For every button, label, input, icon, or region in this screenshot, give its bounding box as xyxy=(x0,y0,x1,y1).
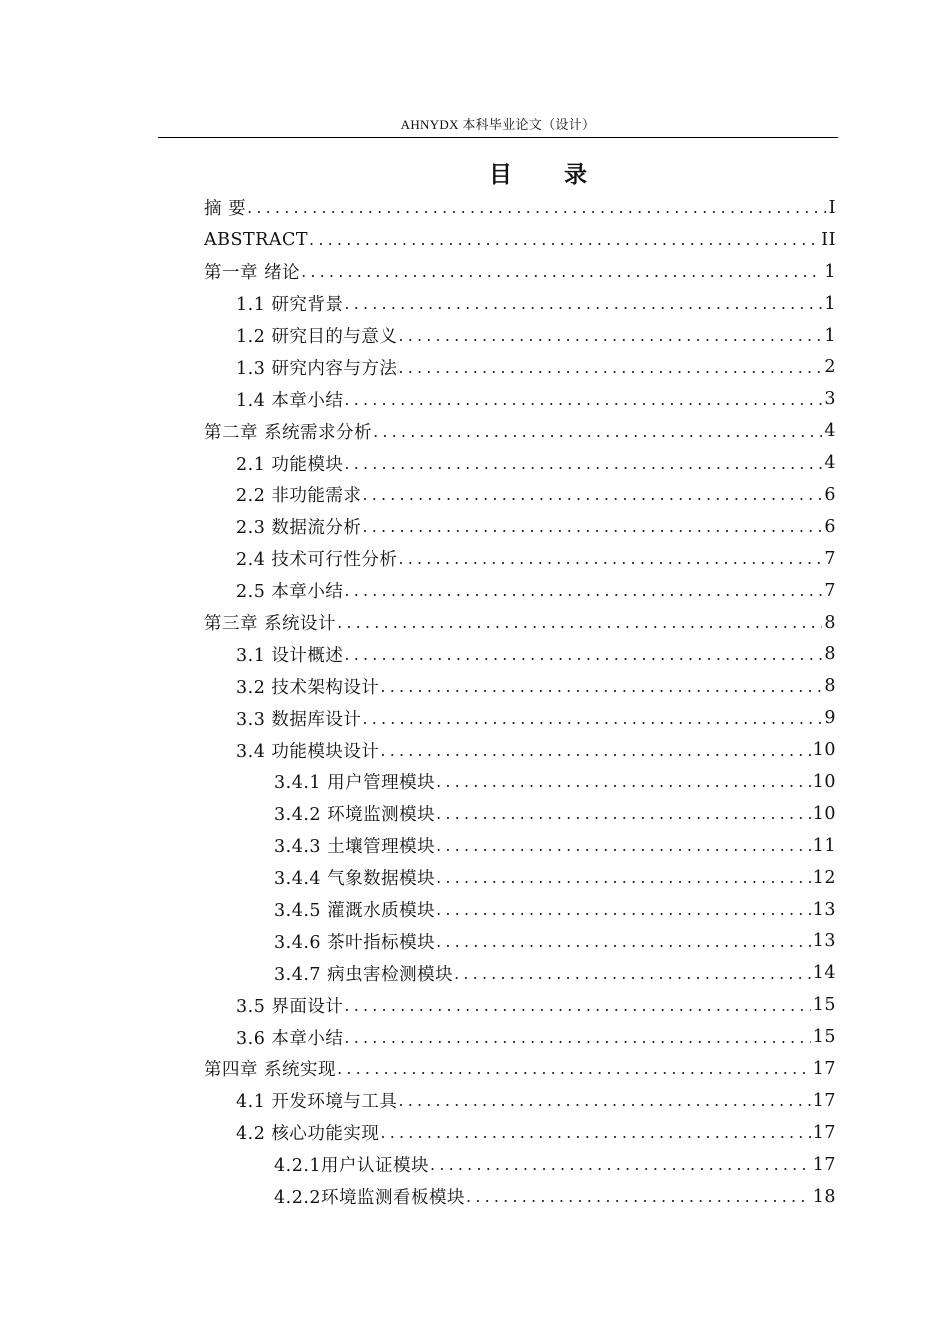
toc-entry[interactable] xyxy=(0,830,836,862)
toc-entry-page-number: 9 xyxy=(824,708,836,729)
toc-entry-title: 3.4 功能模块设计 xyxy=(236,741,380,762)
running-header: AHNYDX 本科毕业论文（设计） xyxy=(400,117,596,132)
toc-entry-page-number: 17 xyxy=(812,1090,836,1111)
toc-dot-leader xyxy=(247,198,827,217)
toc-entry-title: 3.4.1 用户管理模块 xyxy=(274,773,436,794)
toc-entry-title: 4.2.2环境监测看板模块 xyxy=(274,1188,466,1209)
toc-entry-page-number: 8 xyxy=(824,612,836,633)
toc-dot-leader xyxy=(436,868,811,887)
toc-entry[interactable] xyxy=(0,1053,836,1085)
toc-entry-title: 3.4.2 环境监测模块 xyxy=(274,805,436,826)
toc-entry-page-number: 7 xyxy=(824,580,836,601)
toc-dot-leader xyxy=(344,581,822,600)
toc-entry[interactable] xyxy=(0,957,836,989)
toc-entry-page-number: 10 xyxy=(812,740,836,761)
toc-entry-page-number: 15 xyxy=(812,995,836,1016)
toc-title: 目 录 xyxy=(488,162,609,188)
toc-dot-leader xyxy=(436,804,811,823)
toc-entry-page-number: II xyxy=(821,229,836,250)
toc-entry-title: 2.1 功能模块 xyxy=(236,454,344,475)
toc-entry[interactable] xyxy=(0,479,836,511)
toc-entry-title: 4.2.1用户认证模块 xyxy=(274,1156,430,1177)
toc-entry-title: 第四章 系统实现 xyxy=(204,1060,337,1081)
toc-entry-page-number: 8 xyxy=(824,676,836,697)
toc-entry-page-number: 18 xyxy=(812,1186,836,1207)
toc-entry[interactable] xyxy=(0,383,836,415)
toc-entry-page-number: 6 xyxy=(824,516,836,537)
toc-dot-leader xyxy=(398,549,822,568)
toc-dot-leader xyxy=(344,645,822,664)
toc-dot-leader xyxy=(430,1155,811,1174)
toc-entry-title: 2.3 数据流分析 xyxy=(236,518,362,539)
toc-dot-leader xyxy=(309,230,819,249)
toc-entry[interactable] xyxy=(0,575,836,607)
toc-entry[interactable] xyxy=(0,989,836,1021)
toc-entry-title: 3.3 数据库设计 xyxy=(236,709,362,730)
toc-entry[interactable] xyxy=(0,447,836,479)
toc-entry-page-number: 3 xyxy=(824,389,836,410)
toc-dot-leader xyxy=(344,996,810,1015)
toc-dot-leader xyxy=(398,1091,810,1110)
toc-entry[interactable] xyxy=(0,320,836,352)
toc-entry-page-number: 4 xyxy=(824,453,836,474)
toc-entry[interactable] xyxy=(0,702,836,734)
toc-entry-page-number: 2 xyxy=(824,357,836,378)
toc-entry-page-number: 7 xyxy=(824,548,836,569)
toc-entry-page-number: 1 xyxy=(824,325,836,346)
toc-dot-leader xyxy=(362,709,822,728)
toc-entry[interactable] xyxy=(0,670,836,702)
toc-dot-leader xyxy=(337,1059,811,1078)
toc-entry[interactable] xyxy=(0,256,836,288)
toc-entry[interactable] xyxy=(0,224,836,256)
toc-entry-title: 2.5 本章小结 xyxy=(236,582,344,603)
toc-dot-leader xyxy=(380,1123,810,1142)
toc-entry-title: 4.1 开发环境与工具 xyxy=(236,1092,398,1113)
toc-entry-title: 3.4.4 气象数据模块 xyxy=(274,869,436,890)
toc-entry-title: 3.4.6 茶叶指标模块 xyxy=(274,932,436,953)
toc-entry[interactable] xyxy=(0,638,836,670)
toc-entry[interactable] xyxy=(0,894,836,926)
toc-dot-leader xyxy=(337,613,822,632)
toc-dot-leader xyxy=(344,454,822,473)
toc-entry-page-number: 10 xyxy=(812,771,836,792)
toc-dot-leader xyxy=(344,294,822,313)
toc-entry-page-number: 17 xyxy=(812,1154,836,1175)
toc-entry-title: 3.4.7 病虫害检测模块 xyxy=(274,964,454,985)
toc-entry-page-number: 8 xyxy=(824,644,836,665)
toc-dot-leader xyxy=(398,326,822,345)
toc-entry[interactable] xyxy=(0,1021,836,1053)
toc-entry-title: 3.5 界面设计 xyxy=(236,996,344,1017)
toc-entry[interactable] xyxy=(0,351,836,383)
toc-entry[interactable] xyxy=(0,288,836,320)
toc-entry-page-number: 1 xyxy=(824,293,836,314)
toc-entry-title: 2.4 技术可行性分析 xyxy=(236,550,398,571)
toc-entry-page-number: 17 xyxy=(812,1058,836,1079)
toc-entry-page-number: 6 xyxy=(824,484,836,505)
toc-dot-leader xyxy=(436,932,811,951)
toc-entry[interactable] xyxy=(0,925,836,957)
toc-entry-title: 3.4.5 灌溉水质模块 xyxy=(274,901,436,922)
toc-dot-leader xyxy=(380,741,810,760)
toc-entry-page-number: 13 xyxy=(812,931,836,952)
toc-entry-title: 3.4.3 土壤管理模块 xyxy=(274,837,436,858)
toc-entry[interactable] xyxy=(0,1149,836,1181)
toc-dot-leader xyxy=(436,836,811,855)
toc-entry[interactable] xyxy=(0,798,836,830)
toc-entry-title: 1.2 研究目的与意义 xyxy=(236,327,398,347)
toc-entry-title: 4.2 核心功能实现 xyxy=(236,1124,380,1145)
toc-entry-title: 3.1 设计概述 xyxy=(236,645,344,666)
toc-entry-title: 3.6 本章小结 xyxy=(236,1028,344,1049)
toc-entry[interactable] xyxy=(0,766,836,798)
toc-entry-title: ABSTRACT xyxy=(204,229,309,250)
toc-entry-title: 1.3 研究内容与方法 xyxy=(236,358,398,379)
toc-entry[interactable] xyxy=(0,192,836,224)
toc-dot-leader xyxy=(362,517,822,536)
toc-entry-title: 1.4 本章小结 xyxy=(236,390,344,411)
toc-entry-title: 第二章 系统需求分析 xyxy=(204,422,373,443)
toc-dot-leader xyxy=(380,677,822,696)
toc-entry[interactable] xyxy=(0,511,836,543)
toc-entry[interactable] xyxy=(0,415,836,447)
toc-entry[interactable] xyxy=(0,607,836,639)
toc-entry[interactable] xyxy=(0,1117,836,1149)
toc-dot-leader xyxy=(436,772,811,791)
toc-entry[interactable] xyxy=(0,543,836,575)
toc-dot-leader xyxy=(344,390,822,409)
toc-entry-title: 摘 要 xyxy=(204,199,247,220)
toc-dot-leader xyxy=(362,485,822,504)
toc-dot-leader xyxy=(398,358,822,377)
toc-dot-leader xyxy=(436,900,811,919)
toc-entry-title: 2.2 非功能需求 xyxy=(236,486,362,507)
toc-entry[interactable] xyxy=(0,1181,836,1213)
toc-dot-leader xyxy=(344,1028,810,1047)
toc-entry-page-number: 1 xyxy=(824,261,836,282)
toc-list xyxy=(0,192,950,1213)
toc-dot-leader xyxy=(454,964,811,983)
toc-entry-page-number: 10 xyxy=(812,803,836,824)
toc-entry-page-number: 13 xyxy=(812,899,836,920)
toc-dot-leader xyxy=(373,422,822,441)
toc-entry-page-number: 14 xyxy=(812,963,836,984)
toc-entry[interactable] xyxy=(0,734,836,766)
toc-entry-title: 1.1 研究背景 xyxy=(236,295,344,316)
toc-entry[interactable] xyxy=(0,862,836,894)
toc-entry-title: 3.2 技术架构设计 xyxy=(236,677,380,698)
header-rule xyxy=(158,137,838,138)
toc-entry-page-number: 15 xyxy=(812,1027,836,1048)
toc-entry[interactable] xyxy=(0,1085,836,1117)
toc-entry-page-number: 17 xyxy=(812,1122,836,1143)
toc-entry-title: 第一章 绪论 xyxy=(204,263,301,284)
toc-entry-title: 第三章 系统设计 xyxy=(204,614,337,635)
toc-entry-page-number: 12 xyxy=(812,867,836,888)
toc-dot-leader xyxy=(301,262,822,281)
toc-entry-page-number: I xyxy=(828,197,836,218)
toc-entry-page-number: 11 xyxy=(812,835,836,856)
toc-entry-page-number: 4 xyxy=(824,421,836,442)
toc-dot-leader xyxy=(466,1187,811,1206)
